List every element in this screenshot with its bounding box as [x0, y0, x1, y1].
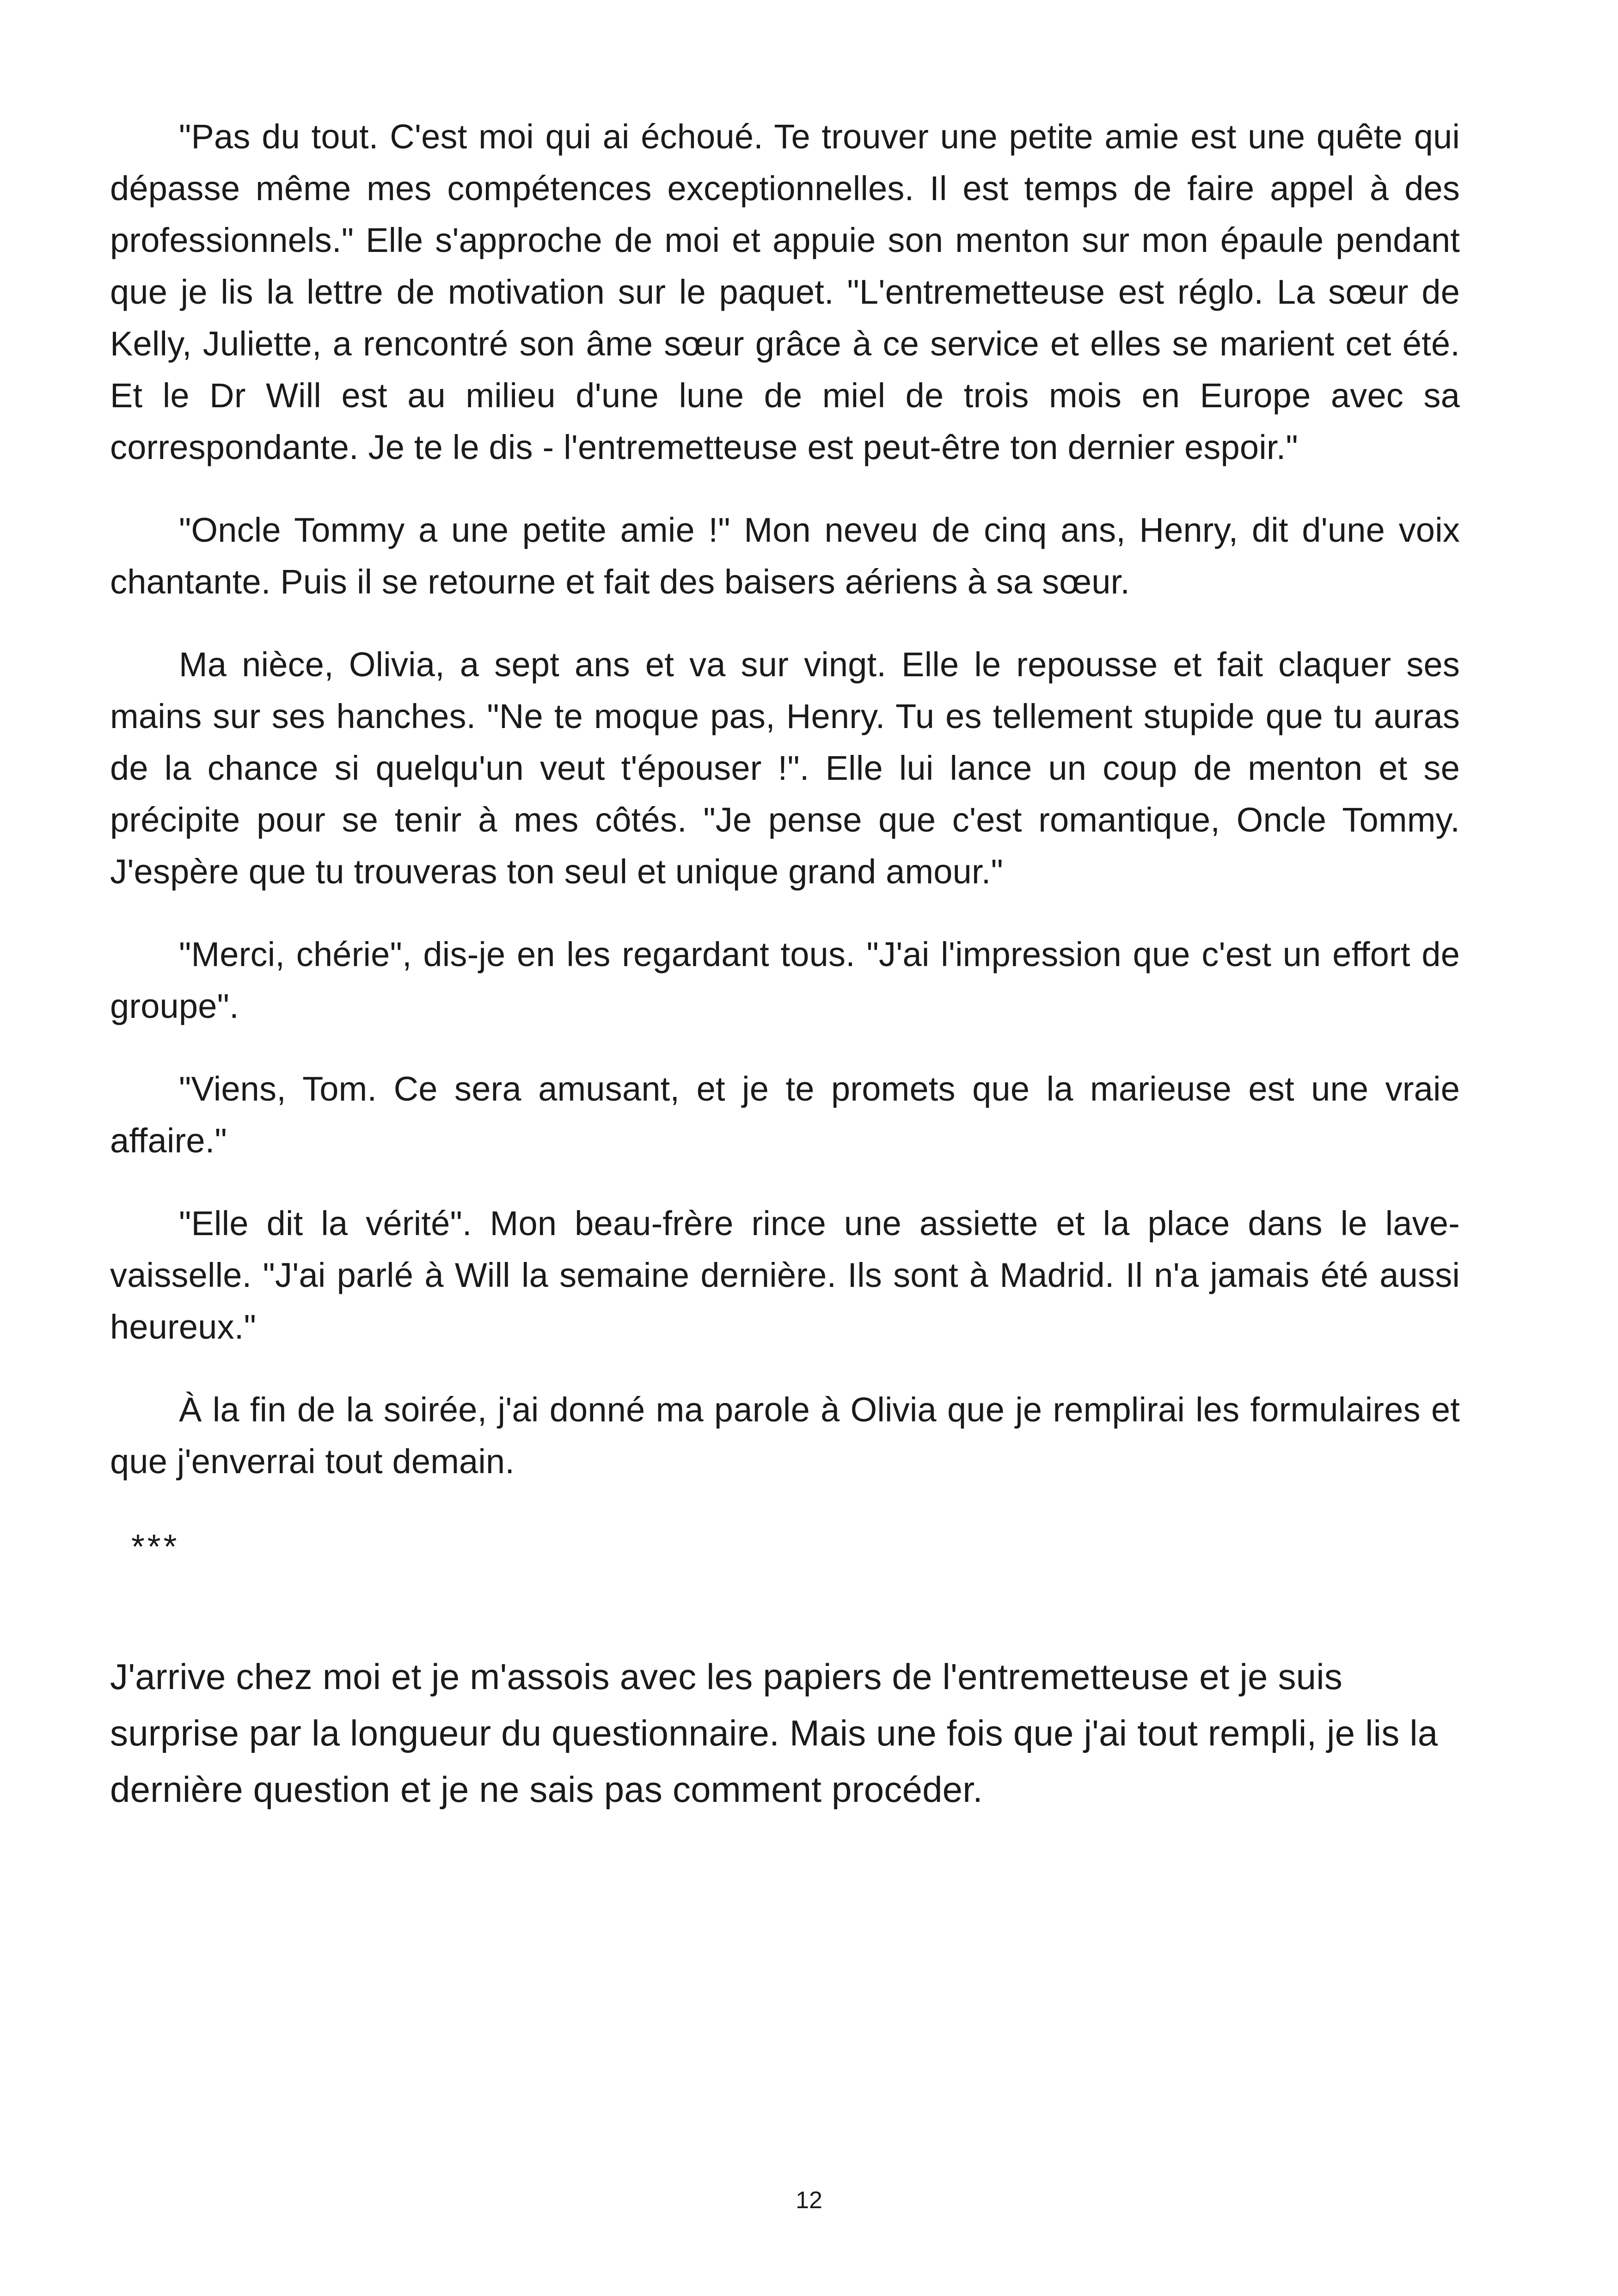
- paragraph-5: "Viens, Tom. Ce sera amusant, et je te promets que la marieuse est une vraie affaire.": [110, 1070, 1460, 1160]
- paragraph-6: "Elle dit la vérité". Mon beau-frère rince une assiette et la place dans le lave-vaisselle. "J'ai parlé à Will la semaine dernière. Ils sont à Madrid. Il n'a jamais été aussi heureux.": [110, 1204, 1460, 1346]
- paragraph-1: "Pas du tout. C'est moi qui ai échoué. Te trouver une petite amie est une quête qui dépasse même mes compétences exceptionnelles. Il est temps de faire appel à des professionnels." Elle s'approche de moi et appuie son menton sur mon épaule pendant que je lis la lettre de motivation sur le paquet. "L'entremetteuse est réglo. La sœur de Kelly, Juliette, a rencontré son âme sœur grâce à ce service et elles se marient cet été. Et le Dr Will est au milieu d'une lune de miel de trois mois en Europe avec sa correspondante. Je te le dis - l'entremetteuse est peut-être ton dernier espoir.": [110, 117, 1460, 466]
- page-body: [110, 111, 1460, 1849]
- paragraph-7: À la fin de la soirée, j'ai donné ma parole à Olivia que je remplirai les formulaires et que j'enverrai tout demain.: [110, 1390, 1460, 1481]
- final-paragraph: J'arrive chez moi et je m'assois avec les papiers de l'entremetteuse et je suis surprise par la longueur du questionnaire. Mais une fois que j'ai tout rempli, je lis la dernière question et je ne sais pas comment procéder.: [110, 1656, 1438, 1810]
- paragraph-2: "Oncle Tommy a une petite amie !" Mon neveu de cinq ans, Henry, dit d'une voix chantante. Puis il se retourne et fait des baisers aériens à sa sœur.: [110, 511, 1460, 601]
- paragraph-3: Ma nièce, Olivia, a sept ans et va sur vingt. Elle le repousse et fait claquer ses mains sur ses hanches. "Ne te moque pas, Henry. Tu es tellement stupide que tu auras de la chance si quelqu'un veut t'épouser !". Elle lui lance un coup de menton et se précipite pour se tenir à mes côtés. "Je pense que c'est romantique, Oncle Tommy. J'espère que tu trouveras ton seul et unique grand amour.": [110, 645, 1460, 891]
- section-separator: ***: [131, 1527, 180, 1566]
- paragraph-4: "Merci, chérie", dis-je en les regardant tous. "J'ai l'impression que c'est un effort de groupe".: [110, 935, 1460, 1025]
- page-number: 12: [796, 2187, 822, 2214]
